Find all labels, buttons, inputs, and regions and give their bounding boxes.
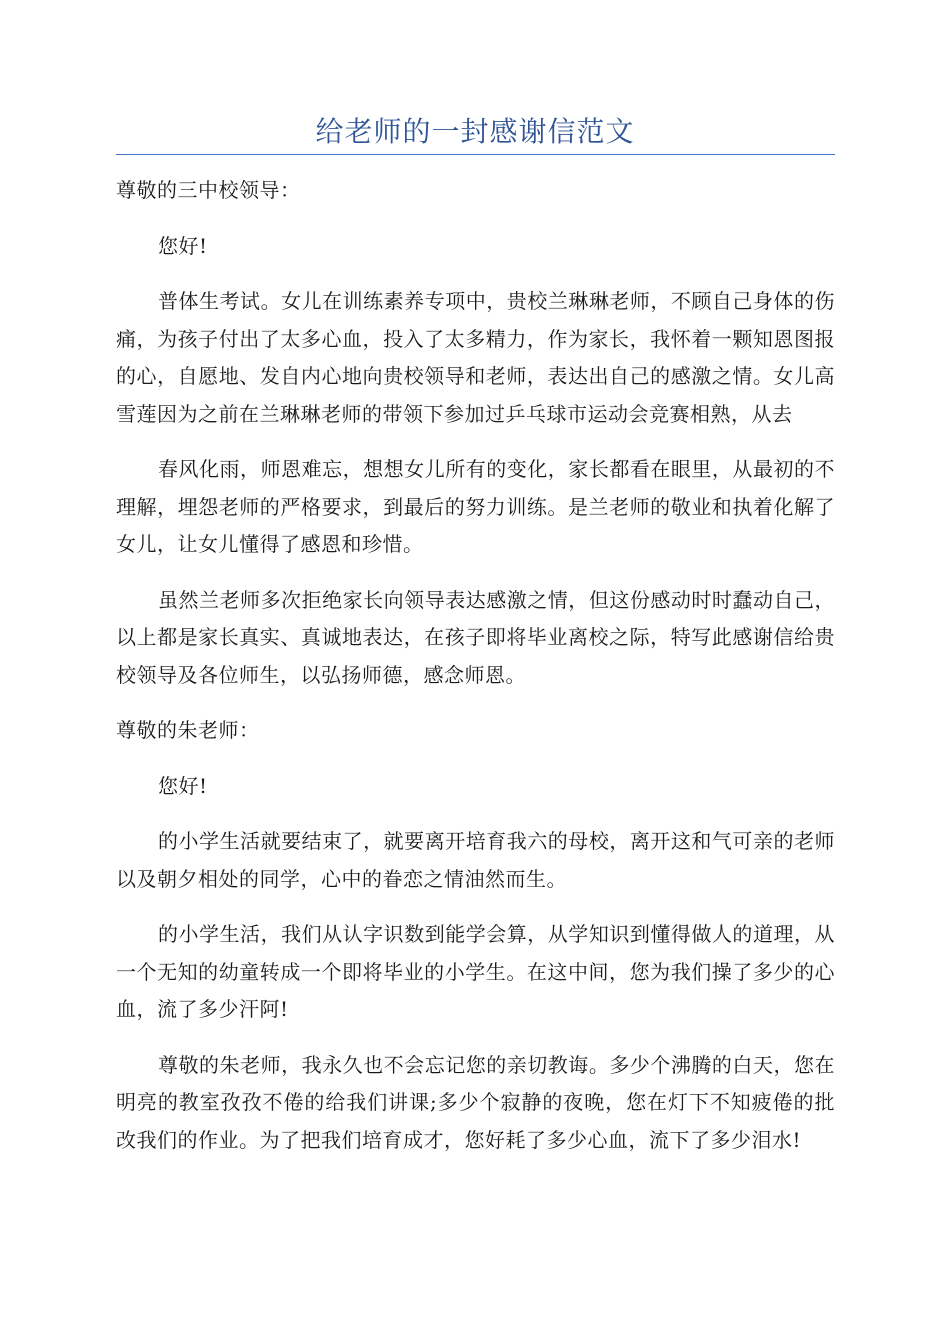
title-underline xyxy=(116,154,835,155)
salutation-paragraph: 尊敬的朱老师： xyxy=(116,718,260,742)
document-body xyxy=(116,172,835,1177)
greeting-paragraph: 您好! xyxy=(158,773,208,798)
greeting-paragraph: 您好! xyxy=(158,233,208,258)
body-paragraph: 普体生考试。女儿在训练素养专项中，贵校兰琳琳老师，不顾自己身体的伤痛，为孩子付出了太多心血，投入了太多精力，作为家长，我怀着一颗知恩图报的心，自愿地、发自内心地向贵校领导和老师，表达出自己的感激之情。女儿高雪莲因为之前在兰琳琳老师的带领下参加过乒乓球市运动会竞赛相熟，从去 xyxy=(116,289,835,426)
body-paragraph: 春风化雨，师恩难忘，想想女儿所有的变化，家长都看在眼里，从最初的不理解，埋怨老师的严格要求，到最后的努力训练。是兰老师的敬业和执着化解了女儿，让女儿懂得了感恩和珍惜。 xyxy=(116,457,835,556)
body-paragraph: 的小学生活，我们从认字识数到能学会算，从学知识到懂得做人的道理，从一个无知的幼童转成一个即将毕业的小学生。在这中间，您为我们操了多少的心血，流了多少汗阿! xyxy=(116,922,835,1021)
salutation-paragraph: 尊敬的三中校领导： xyxy=(116,178,301,202)
body-paragraph: 的小学生活就要结束了，就要离开培育我六的母校，离开这和气可亲的老师以及朝夕相处的同学，心中的眷恋之情油然而生。 xyxy=(116,829,835,891)
document-title: 给老师的一封感谢信范文 xyxy=(315,115,635,148)
body-paragraph: 虽然兰老师多次拒绝家长向领导表达感激之情，但这份感动时时蠢动自己，以上都是家长真实、真诚地表达，在孩子即将毕业离校之际，特写此感谢信给贵校领导及各位师生，以弘扬师德，感念师恩。 xyxy=(116,587,835,687)
body-paragraph: 尊敬的朱老师，我永久也不会忘记您的亲切教诲。多少个沸腾的白天，您在明亮的教室孜孜不倦的给我们讲课;多少个寂静的夜晚，您在灯下不知疲倦的批改我们的作业。为了把我们培育成才，您好耗了多少心血，流下了多少泪水! xyxy=(116,1052,835,1152)
